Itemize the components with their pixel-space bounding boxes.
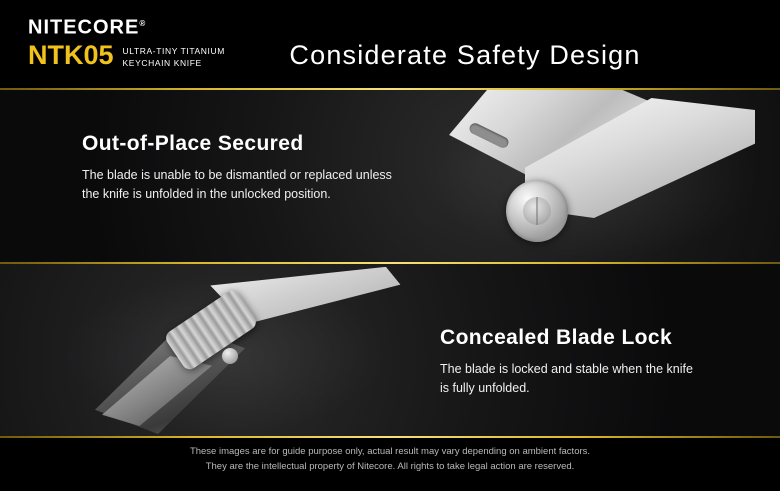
registered-trademark-icon: ® [139,19,146,28]
feature-2-title: Concealed Blade Lock [440,326,673,349]
footer-line-2: They are the intellectual property of Nitecore. All rights to take legal action are reserved. [205,461,575,472]
footer-disclaimer [0,444,780,474]
knife-image-locked [40,264,420,436]
footer-line-1: These images are for guide purpose only, actual result may vary depending on ambient factors. [189,446,591,457]
feature-1-text [82,132,412,204]
feature-2-body [440,360,750,398]
feature-1-title: Out-of-Place Secured [82,132,304,155]
feature-1-body-line1: The blade is unable to be dismantled or replaced unless [82,168,392,182]
handle-pin-icon [222,348,238,364]
model-name: NTK05 [28,39,114,70]
header [0,0,780,88]
feature-2-body-line1: The blade is locked and stable when the knife [440,362,693,376]
feature-2-text [440,326,750,398]
model-subtitle-line2: KEYCHAIN KNIFE [122,57,202,68]
feature-2-body-line2: is fully unfolded. [440,381,530,395]
feature-1-body [82,166,412,204]
feature-panel-2 [0,264,780,436]
knife-image-unlocked [350,90,780,262]
model-subtitle-line1: ULTRA-TINY TITANIUM [122,45,225,56]
page-title: Considerate Safety Design [289,40,641,70]
feature-panel-1 [0,90,780,262]
pivot-screw-icon [506,180,568,242]
feature-1-body-line2: the knife is unfolded in the unlocked position. [82,187,331,201]
pivot-screw-inner [523,197,551,225]
brand-name [28,14,238,38]
brand-name-text: NITECORE [28,16,140,39]
